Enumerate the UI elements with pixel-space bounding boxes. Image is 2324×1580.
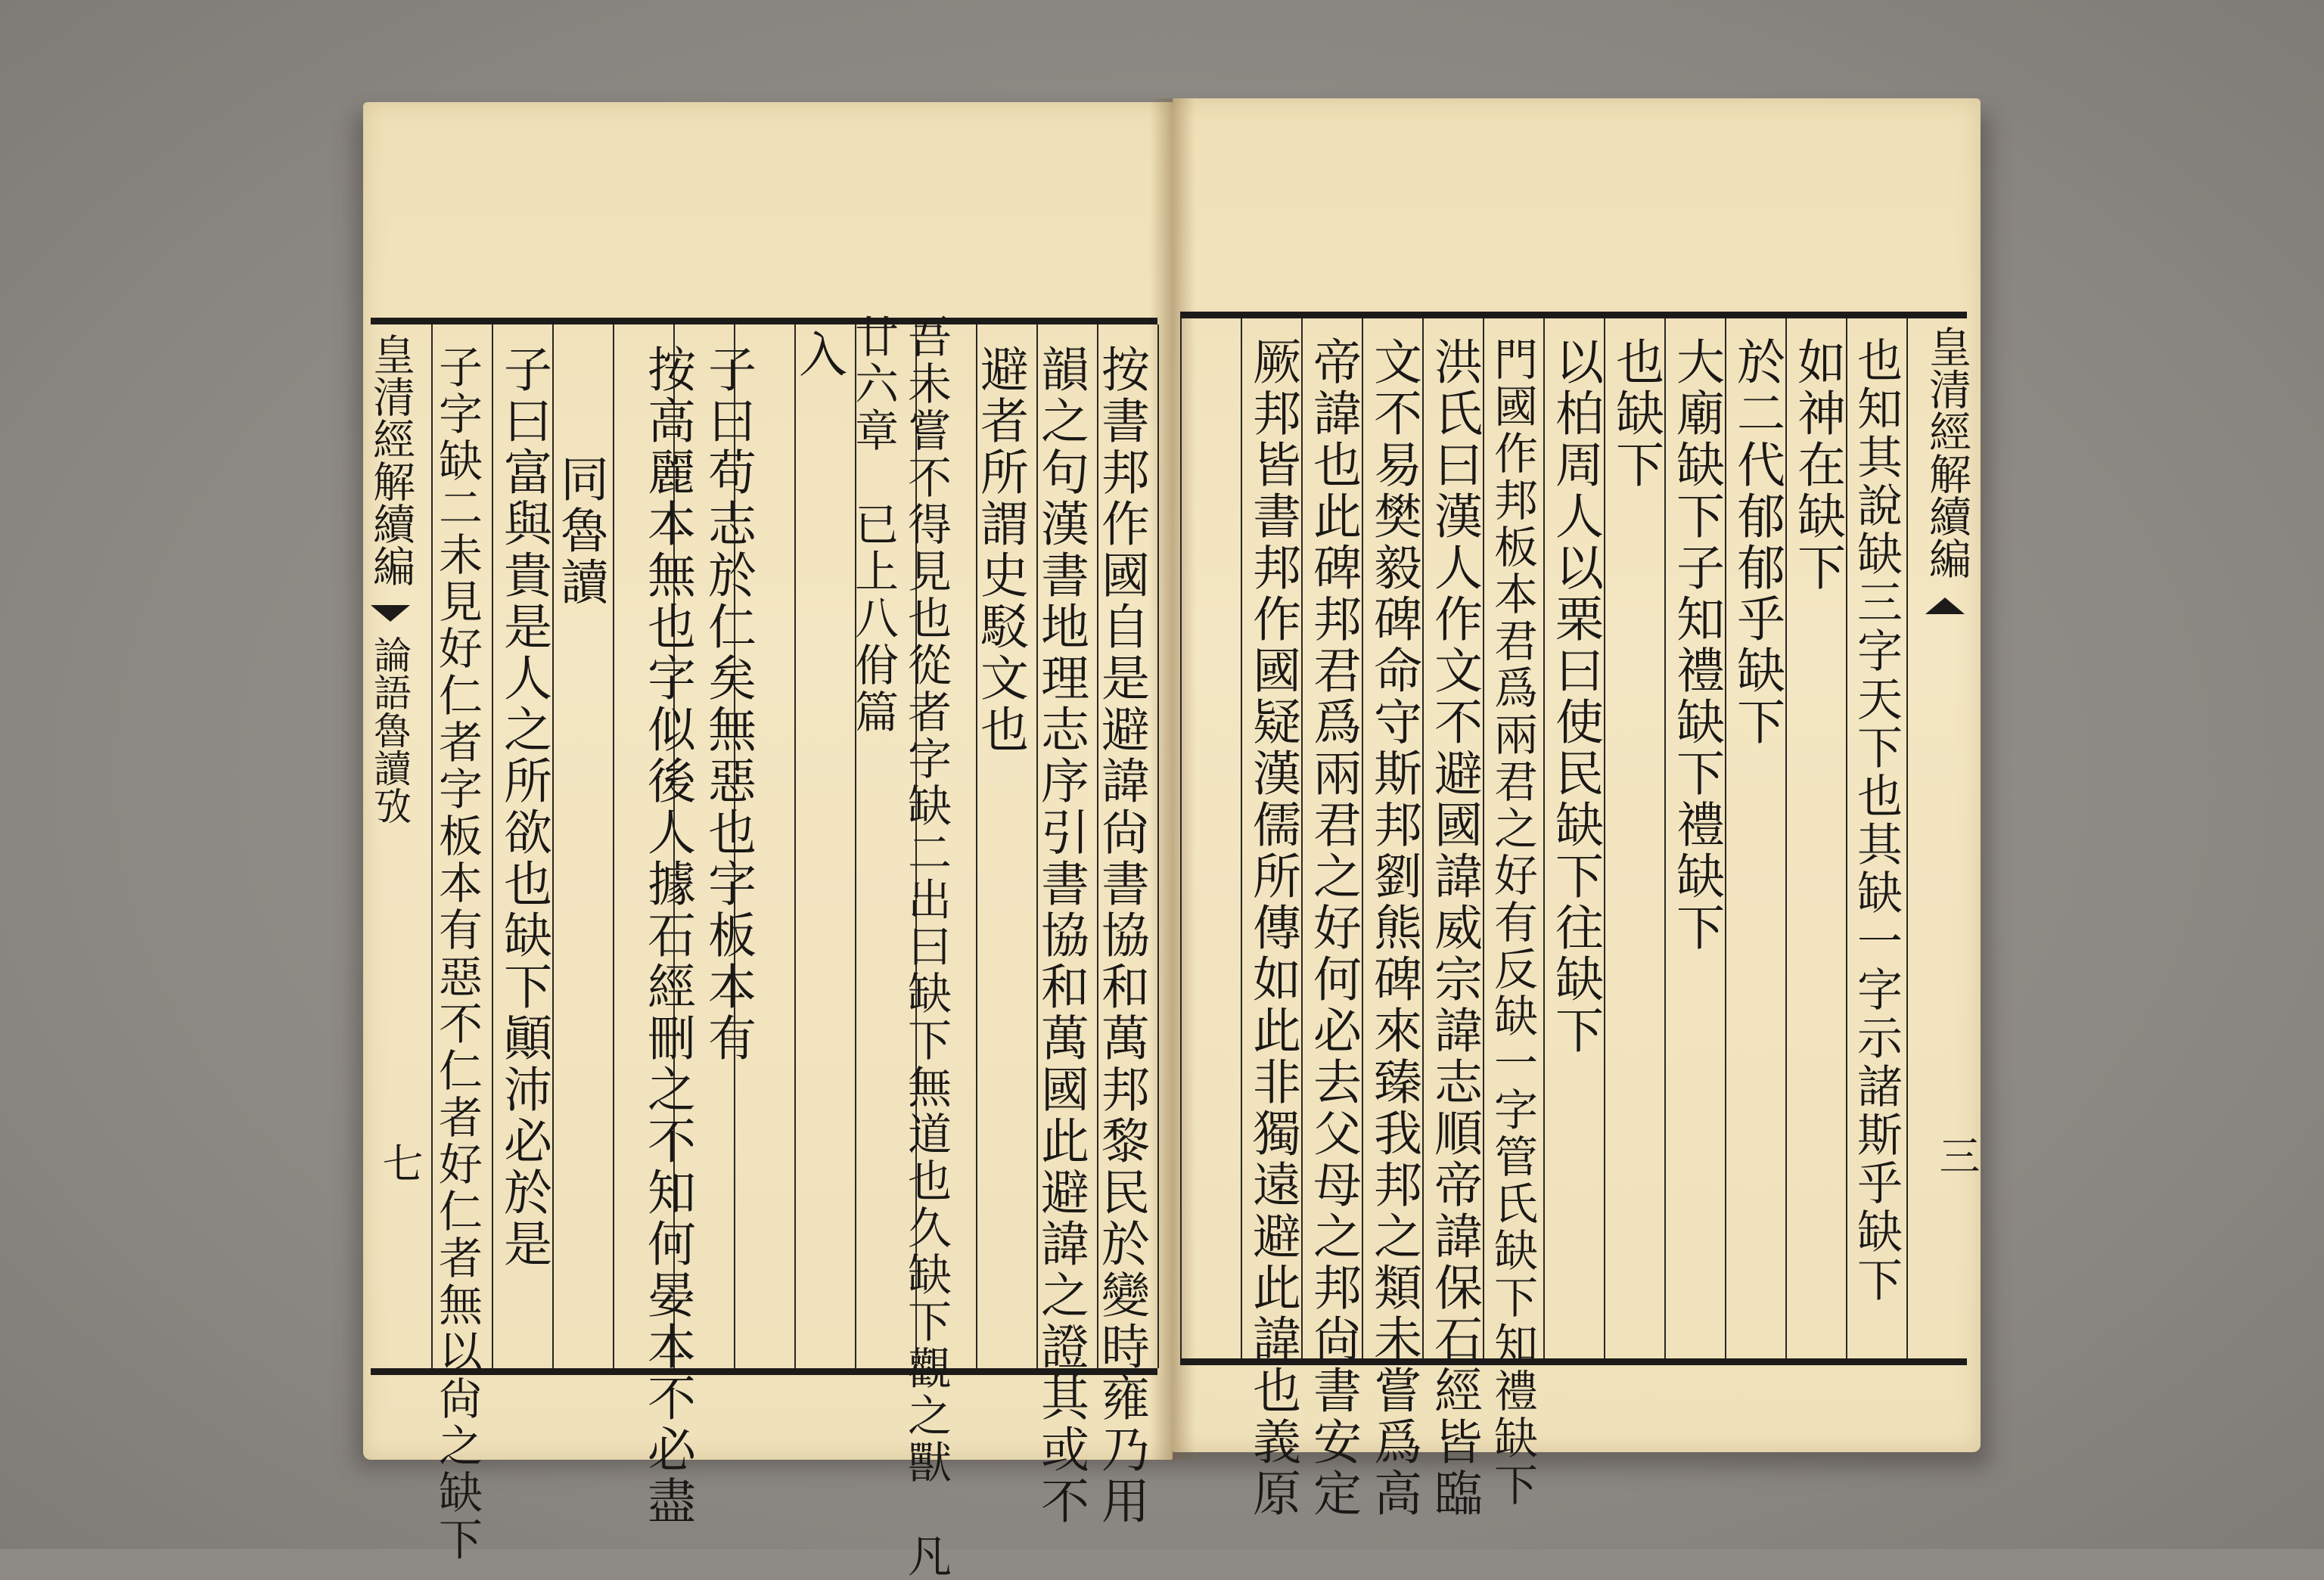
text-column: 韻之句漢書地理志序引書協和萬國此避諱之證其或不 — [1033, 344, 1089, 1527]
text-column: 子字缺二未見好仁者字板本有惡不仁者好仁者無以尙之缺下 — [431, 344, 483, 1563]
text-column: 帝諱也此碑邦君爲兩君之好何必去父母之邦尙書安定 — [1305, 337, 1361, 1519]
text-column: 子曰富與貴是人之所欲也缺下顚沛必於是 — [496, 344, 551, 1270]
column-rule — [1301, 318, 1303, 1358]
column-rule — [1157, 324, 1159, 1368]
fishtail-mark — [371, 605, 410, 622]
text-column: 子曰苟志於仁矣無惡也字板本有 — [700, 344, 756, 1064]
fishtail-mark — [1925, 598, 1965, 614]
column-rule — [1422, 318, 1424, 1358]
right-margin-title: 皇清經解續編 — [1922, 325, 1971, 579]
column-rule — [1664, 318, 1666, 1358]
column-rule — [1906, 318, 1908, 1358]
text-column: 以柏周人以栗曰使民缺下往缺下 — [1547, 337, 1603, 1057]
text-column: 吾未嘗不得見也從者字缺二出曰缺下無道也久缺下觀之獸 凡 — [900, 314, 952, 1580]
left-margin-title: 皇清經解續編 — [366, 333, 415, 587]
column-rule — [1785, 318, 1787, 1358]
column-rule — [1725, 318, 1726, 1358]
column-rule — [1241, 318, 1242, 1358]
text-column: 文不易樊毅碑命守斯邦劉熊碑來臻我邦之類未嘗爲高 — [1366, 337, 1421, 1519]
text-column: 厥邦皆書邦作國疑漢儒所傳如此非獨遠避此諱也義原 — [1244, 337, 1300, 1519]
column-rule — [1180, 318, 1182, 1358]
column-rule — [1604, 318, 1605, 1358]
column-rule — [1362, 318, 1363, 1358]
column-rule — [794, 324, 796, 1368]
text-column: 門國作邦板本君爲兩君之好有反缺一字管氏缺下知禮缺下 — [1487, 337, 1538, 1509]
text-column: 如神在缺下 — [1789, 337, 1845, 594]
left-folio: 七 — [376, 1142, 424, 1183]
left-margin-subtitle: 論語魯讀攷 — [368, 635, 412, 824]
column-rule — [1543, 318, 1545, 1358]
text-column: 大廟缺下子知禮缺下禮缺下 — [1668, 337, 1724, 954]
column-rule — [613, 324, 614, 1368]
text-column: 入 — [791, 329, 847, 380]
text-column: 也知其說缺三字天下也其缺一字示諸斯乎缺下 — [1850, 337, 1903, 1305]
column-rule — [1483, 318, 1484, 1358]
text-column: 於二代郁郁乎缺下 — [1729, 337, 1785, 748]
column-rule — [1846, 318, 1847, 1358]
text-column: 洪氏曰漢人作文不避國諱威宗諱志順帝諱保石經皆臨 — [1426, 337, 1482, 1519]
column-rule — [492, 324, 493, 1368]
text-column: 按書邦作國自是避諱尙書協和萬邦黎民於變時雍乃用 — [1093, 344, 1149, 1527]
right-folio: 三 — [1933, 1135, 1981, 1175]
text-column: 同魯讀 — [552, 454, 608, 608]
text-column: 按高麗本無也字似後人據石經刪之不知何晏本不必盡 — [639, 344, 695, 1527]
text-column: 也缺下 — [1608, 337, 1664, 491]
text-column: 廿六章 已上八佾篇 — [847, 314, 899, 736]
text-column: 避者所謂史駁文也 — [972, 344, 1028, 756]
